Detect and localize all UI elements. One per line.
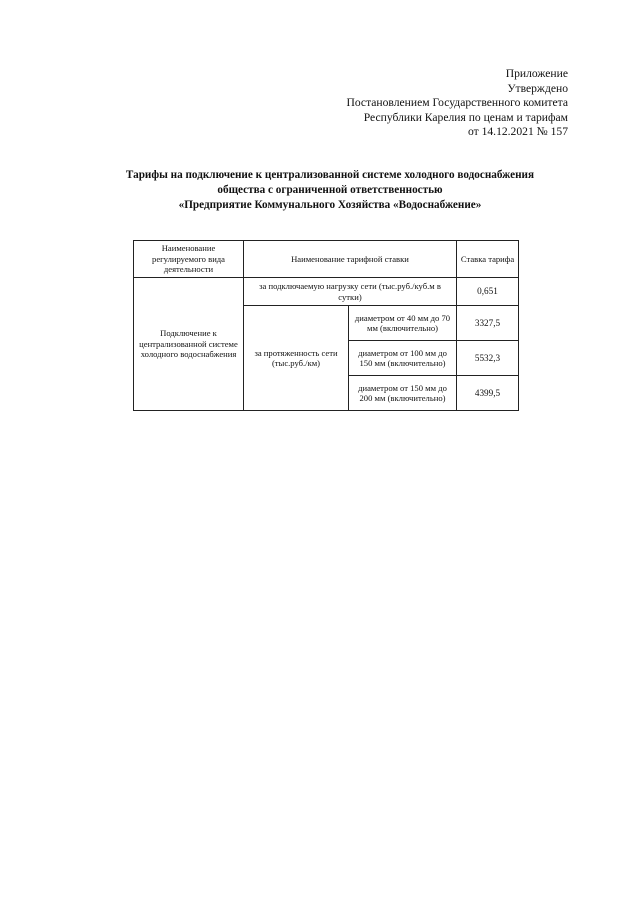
table-row — [134, 278, 519, 306]
approval-line-committee: Республики Карелия по ценам и тарифам — [363, 110, 568, 124]
title-line-3: «Предприятие Коммунального Хозяйства «Водоснабжение» — [178, 199, 482, 211]
header-rate: Ставка тарифа — [457, 241, 519, 278]
approval-line-appendix: Приложение — [505, 67, 568, 80]
title-line-2: общества с ограниченной ответственностью — [217, 184, 443, 196]
header-rate-name: Наименование тарифной ставки — [244, 241, 457, 278]
tariff-table — [133, 240, 519, 411]
table-header-row — [134, 241, 519, 278]
title-line-1: Тарифы на подключение к централизованной системе холодного водоснабжения — [125, 169, 535, 181]
diameter-cell: диаметром от 100 мм до 150 мм (включительно) — [349, 341, 457, 376]
document-title — [80, 168, 580, 213]
diameter-cell: диаметром от 150 мм до 200 мм (включительно) — [349, 376, 457, 411]
approval-block — [346, 67, 568, 140]
approval-line-date-number: от 14.12.2021 № 157 — [467, 125, 568, 138]
diameter-value-cell: 5532,3 — [457, 341, 519, 376]
approval-line-resolution: Постановлением Государственного комитета — [346, 96, 568, 109]
length-label-cell: за протяженность сети (тыс.руб./км) — [244, 306, 349, 411]
diameter-value-cell: 3327,5 — [457, 306, 519, 341]
diameter-value-cell: 4399,5 — [457, 376, 519, 411]
diameter-cell: диаметром от 40 мм до 70 мм (включительно) — [349, 306, 457, 341]
load-value-cell: 0,651 — [457, 278, 519, 306]
load-label-cell: за подключаемую нагрузку сети (тыс.руб./куб.м в сутки) — [244, 278, 457, 306]
header-activity: Наименование регулируемого вида деятельности — [134, 241, 244, 278]
approval-line-approved: Утверждено — [507, 81, 568, 95]
activity-cell: Подключение к централизованной системе холодного водоснабжения — [134, 278, 244, 411]
